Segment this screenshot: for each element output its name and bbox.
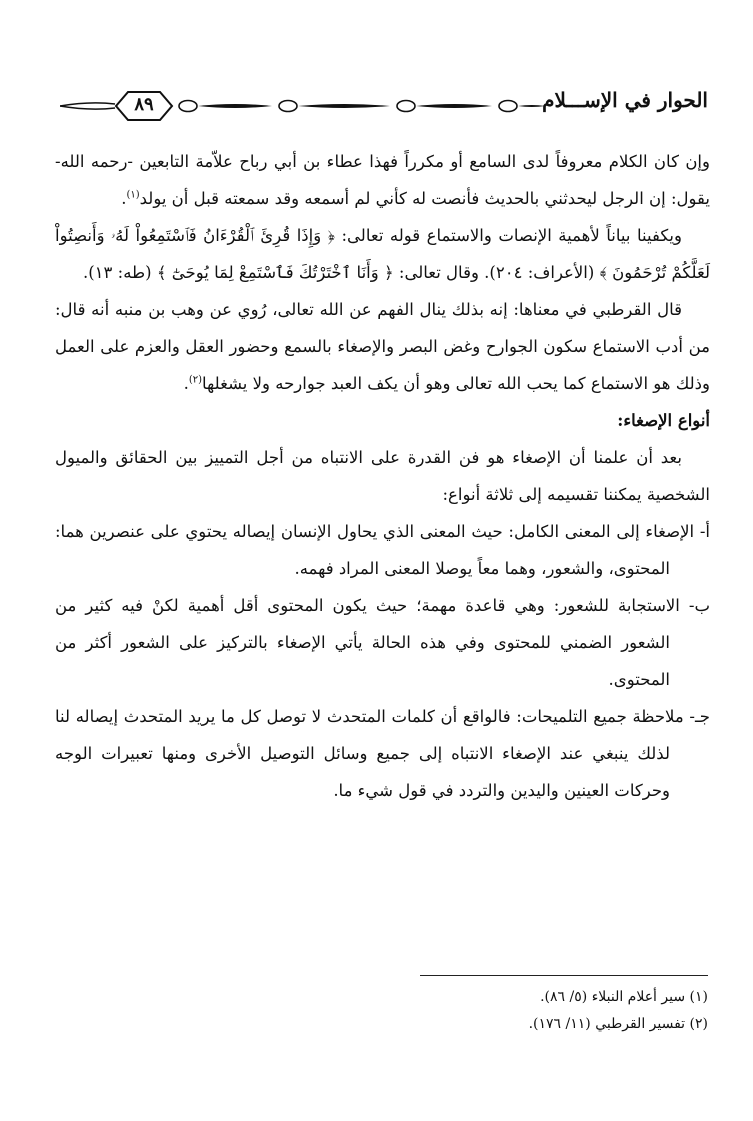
page-header (60, 84, 708, 124)
list-marker: جـ- (683, 707, 710, 726)
paragraph (55, 217, 710, 291)
list-item-text: الاستجابة للشعور: وهي قاعدة مهمة؛ حيث يكون المحتوى أقل أهمية لكنْ فيه كثير من الشعور الضمني للمحتوى وفي هذه الحالة يأتي الإصغاء بالتركيز على الشعور أكثر من المحتوى. (55, 596, 680, 689)
footnotes (308, 984, 708, 1038)
verse-reference: (طه: ١٣). (82, 263, 157, 282)
paragraph (55, 143, 710, 217)
list-item (55, 587, 710, 698)
paragraph-text: قال القرطبي في معناها: إنه بذلك ينال الفهم عن الله تعالى، رُوي عن وهب بن منبه أنه قال: من أدب الاستماع سكون الجوارح وغض البصر والإصغاء بالسمع وحضور العقل والعزم على العمل وذلك هو الاستماع كما يحب الله تعالى وهو أن يكف العبد جوارحه ولا يشغلها (55, 300, 710, 393)
verse-reference: (الأعراف: ٢٠٤). وقال تعالى: (393, 263, 600, 282)
paragraph (55, 291, 710, 402)
page-number: ٨٩ (134, 94, 154, 115)
paragraph-end: . (183, 374, 189, 393)
list-marker: ب- (679, 596, 711, 615)
list-item-text: الإصغاء إلى المعنى الكامل: حيث المعنى الذي يحاول الإنسان إيصاله يحتوي على عنصرين هما: المحتوى، والشعور، وهما معاً يوصلا المعنى المراد فهمه. (55, 522, 695, 578)
running-title: الحوار في الإســـلام (542, 88, 708, 112)
list-item-text: ملاحظة جميع التلميحات: فالواقع أن كلمات المتحدث لا توصل كل ما يريد المتحدث إيصاله لنا لذلك ينبغي عند الإصغاء الانتباه إلى جميع وسائل التوصيل الأخرى ومنها تعبيرات الوجه وحركات العينين واليدين والتردد في قول شيء ما. (55, 707, 684, 800)
list-marker: أ- (694, 522, 711, 541)
list-item (55, 513, 710, 587)
section-heading: أنواع الإصغاء: (617, 411, 710, 430)
paragraph-end: . (121, 189, 127, 208)
footnote-divider (420, 975, 708, 976)
quran-verse: ﴿ وَأَنَا ٱخْتَرْتُكَ فَٱسْتَمِعْ لِمَا يُوحَىٰٓ ﴾ (156, 263, 394, 282)
paragraph-text: ويكفينا بياناً لأهمية الإنصات والاستماع قوله تعالى: (335, 226, 682, 245)
paragraph-text: وإن كان الكلام معروفاً لدى السامع أو مكرراً فهذا عطاء بن أبي رباح علاّمة التابعين -رحمه الله- يقول: إن الرجل ليحدثني بالحديث فأنصت له كأني لم أسمعه وقد سمعته قبل أن يولد (55, 152, 710, 208)
list-item (55, 698, 710, 809)
footnote-marker: (٢) (188, 374, 203, 386)
footnote: (١) سير أعلام النبلاء (٥/ ٨٦). (540, 989, 708, 1005)
footnote: (٢) تفسير القرطبي (١١/ ١٧٦). (528, 1016, 708, 1032)
quran-verse: ﴿ وَإِذَا قُرِئَ ٱلْقُرْءَانُ فَٱسْتَمِعُواْ لَهُۥ وَأَنصِتُواْ لَعَلَّكُمْ تُرْحَمُونَ ﴾ (55, 226, 710, 282)
main-text (55, 143, 710, 809)
section-intro: بعد أن علمنا أن الإصغاء هو فن القدرة على الانتباه من أجل التمييز بين الحقائق والميول الشخصية يمكننا تقسيمه إلى ثلاثة أنواع: (55, 448, 710, 504)
footnote-marker: (١) (126, 189, 140, 201)
